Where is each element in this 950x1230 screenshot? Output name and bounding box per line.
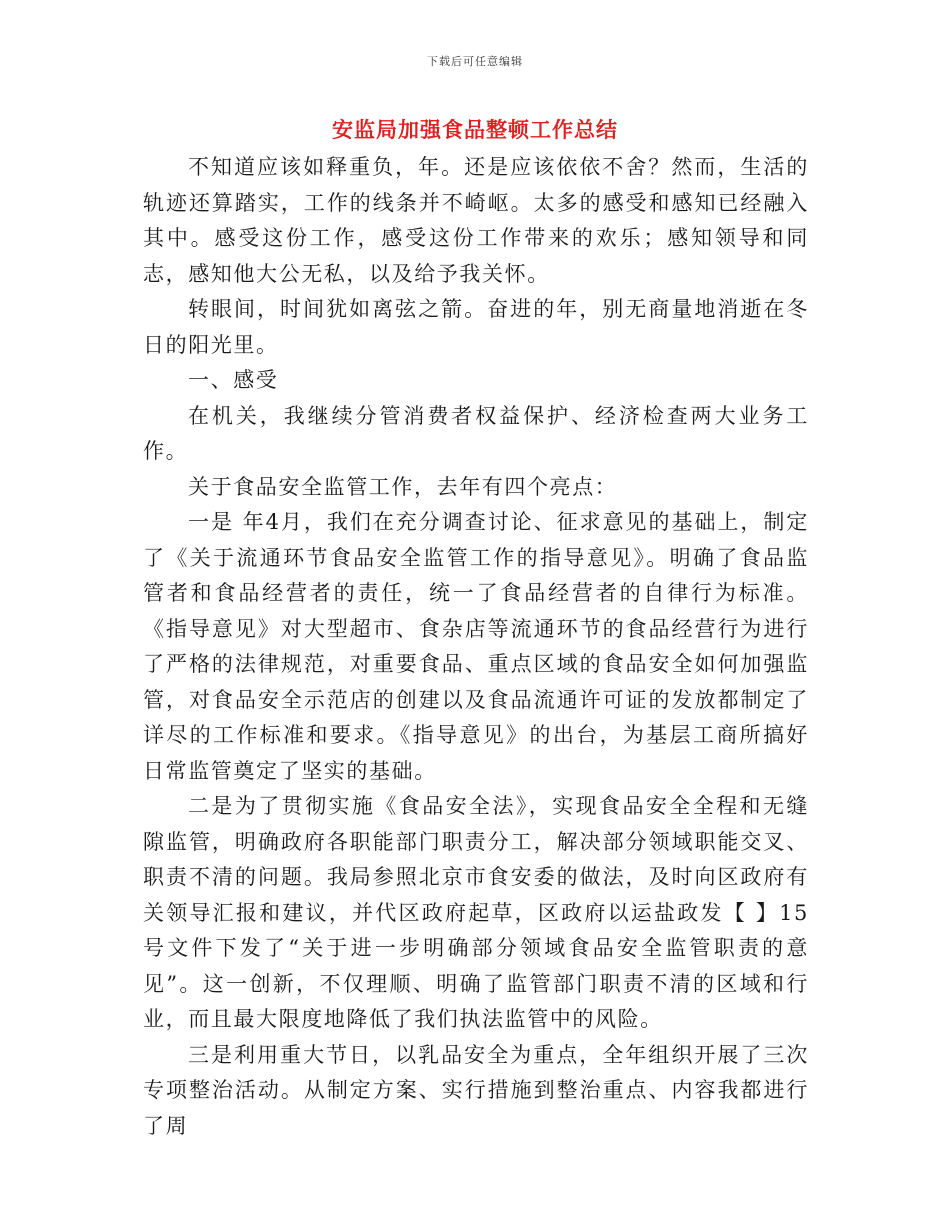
paragraph: 三是利用重大节日，以乳品安全为重点，全年组织开展了三次专项整治活动。从制定方案、实行措施到整治重点、内容我都进行了周 (143, 1042, 809, 1138)
paragraph: 不知道应该如释重负，年。还是应该依依不舍？然而，生活的轨迹还算踏实，工作的线条并不崎岖。太多的感受和感知已经融入其中。感受这份工作，感受这份工作带来的欢乐；感知领导和同志，感知他大公无私，以及给予我关怀。 (143, 155, 809, 286)
paragraph: 在机关，我继续分管消费者权益保护、经济检查两大业务工作。 (143, 403, 809, 463)
document-title: 安监局加强食品整顿工作总结 (332, 117, 618, 142)
header-note: 下载后可任意编辑 (427, 55, 523, 68)
document-body (143, 150, 809, 1144)
paragraph: 一是 年4月，我们在充分调查讨论、征求意见的基础上，制定了《关于流通环节食品安全监管工作的指导意见》。明确了食品监管者和食品经营者的责任，统一了食品经营者的自律行为标准。《指导意见》对大型超市、食杂店等流通环节的食品经营行为进行了严格的法律规范，对重要食品、重点区域的食品安全如何加强监管，对食品安全示范店的创建以及食品流通许可证的发放都制定了详尽的工作标准和要求。《指导意见》的出台，为基层工商所搞好日常监管奠定了坚实的基础。 (143, 510, 809, 783)
paragraph: 转眼间，时间犹如离弦之箭。奋进的年，别无商量地消逝在冬日的阳光里。 (143, 297, 809, 357)
paragraph: 二是为了贯彻实施《食品安全法》，实现食品安全全程和无缝隙监管，明确政府各职能部门职责分工，解决部分领域职能交叉、职责不清的问题。我局参照北京市食安委的做法，及时向区政府有关领导汇报和建议，并代区政府起草，区政府以运盐政发【 】15号文件下发了“关于进一步明确部分领域食品安全监管职责的意见”。这一创新，不仅理顺、明确了监管部门职责不清的区域和行业，而且最大限度地降低了我们执法监管中的风险。 (143, 794, 809, 1031)
paragraph: 关于食品安全监管工作，去年有四个亮点： (188, 474, 618, 499)
section-heading: 一、感受 (188, 368, 279, 392)
